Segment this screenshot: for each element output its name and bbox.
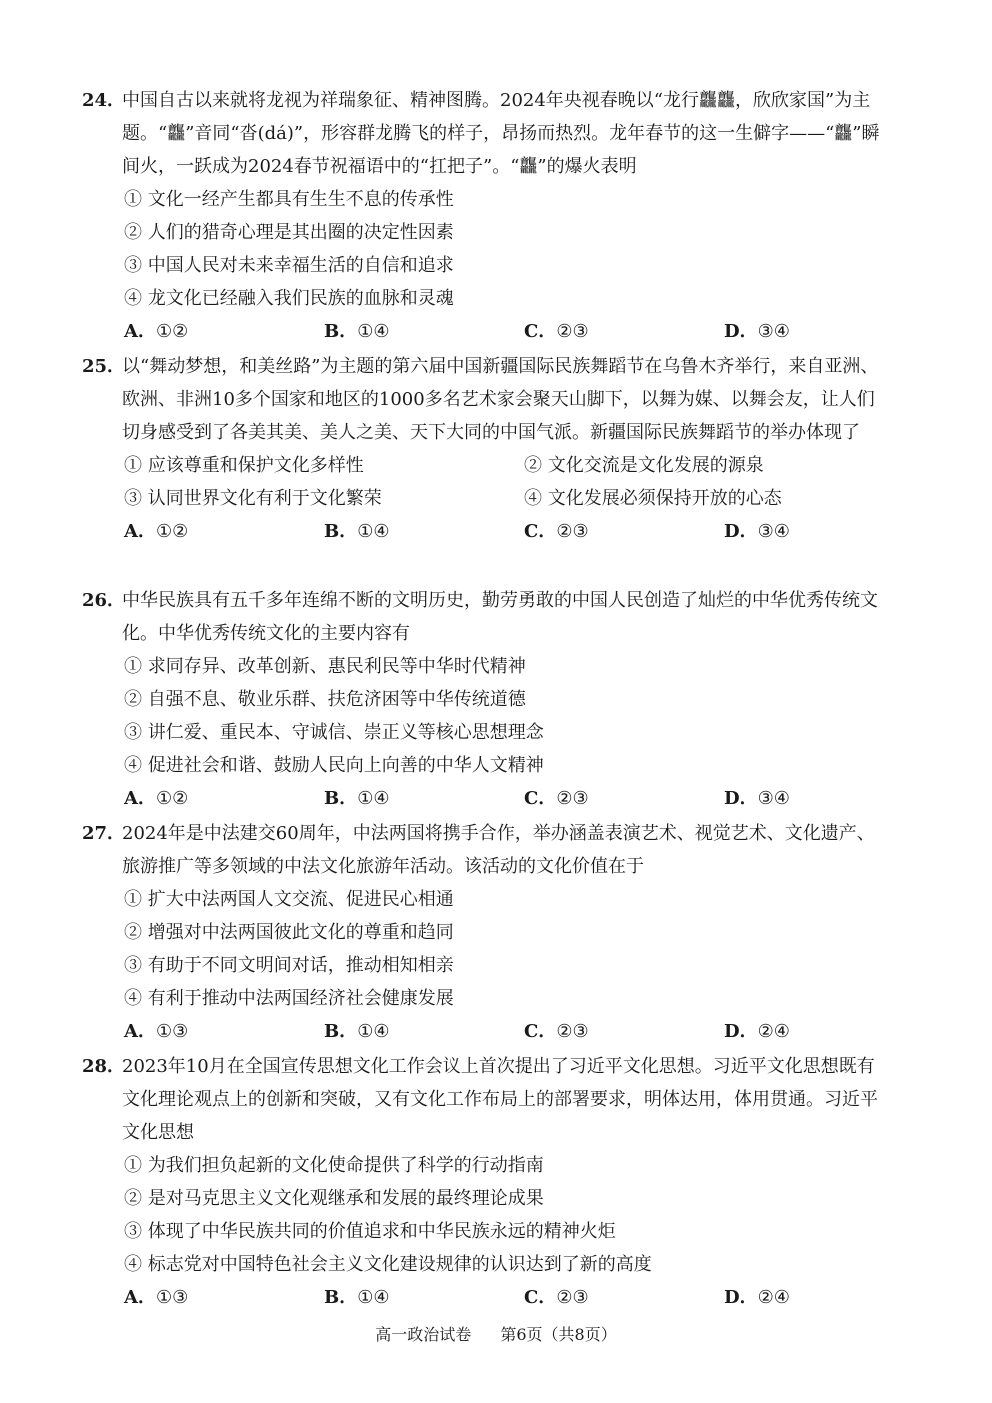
answer-choices (82, 315, 892, 348)
answer-d: D．③④ (724, 788, 790, 809)
answer-d: D．②④ (724, 1021, 790, 1042)
option-2: ② 是对马克思主义文化观继承和发展的最终理论成果 (124, 1188, 544, 1209)
stem-text: 2024年是中法建交60周年，中法两国将携手合作，举办涵盖表演艺术、视觉艺术、文化遗产、旅游推广等多领域的中法文化旅游年活动。该活动的文化价值在于 (122, 823, 875, 877)
option-1: ① 文化一经产生都具有生生不息的传承性 (124, 189, 454, 210)
answer-c: C．②③ (524, 788, 589, 809)
answer-b: B．①④ (324, 321, 390, 342)
option-2: ② 自强不息、敬业乐群、扶危济困等中华传统道德 (124, 689, 526, 710)
answer-c: C．②③ (524, 1287, 589, 1308)
answer-choices (82, 1281, 892, 1314)
question-28 (82, 1050, 892, 1314)
option-4: ④ 促进社会和谐、鼓励人民向上向善的中华人文精神 (124, 755, 544, 776)
option-4: ④ 标志党对中国特色社会主义文化建设规律的认识达到了新的高度 (124, 1254, 652, 1275)
answer-a: A．①③ (124, 1287, 189, 1308)
page-footer (0, 1322, 992, 1345)
answer-d: D．③④ (724, 321, 790, 342)
question-stem (82, 350, 892, 449)
answer-c: C．②③ (524, 521, 589, 542)
question-stem (82, 584, 892, 650)
answer-c: C．②③ (524, 1021, 589, 1042)
question-stem (82, 1050, 892, 1149)
question-number: 27． (82, 823, 126, 844)
stem-text: 中华民族具有五千多年连绵不断的文明历史，勤劳勇敢的中国人民创造了灿烂的中华优秀传统文化。中华优秀传统文化的主要内容有 (122, 590, 878, 644)
answer-choices (82, 515, 892, 548)
option-2: ② 增强对中法两国彼此文化的尊重和趋同 (124, 922, 454, 943)
answer-b: B．①④ (324, 788, 390, 809)
option-3: ③ 有助于不同文明间对话，推动相知相亲 (124, 955, 454, 976)
option-1: ① 扩大中法两国人文交流、促进民心相通 (124, 889, 454, 910)
answer-choices (82, 1015, 892, 1048)
answer-d: D．②④ (724, 1287, 790, 1308)
answer-d: D．③④ (724, 521, 790, 542)
answer-choices (82, 782, 892, 815)
question-number: 26． (82, 590, 126, 611)
footer-subject: 高一政治试卷 (375, 1325, 472, 1344)
answer-c: C．②③ (524, 321, 589, 342)
question-number: 28． (82, 1056, 126, 1077)
question-number: 25． (82, 356, 126, 377)
answer-b: B．①④ (324, 1287, 390, 1308)
footer-page-number: 第6页（共8页） (500, 1325, 617, 1344)
question-27 (82, 817, 892, 1048)
option-1: ① 求同存异、改革创新、惠民利民等中华时代精神 (124, 656, 526, 677)
answer-a: A．①③ (124, 1021, 189, 1042)
option-2: ② 文化交流是文化发展的源泉 (524, 455, 764, 476)
question-24 (82, 84, 892, 348)
option-4: ④ 有利于推动中法两国经济社会健康发展 (124, 988, 454, 1009)
answer-a: A．①② (124, 788, 189, 809)
question-stem (82, 84, 892, 183)
option-3: ③ 认同世界文化有利于文化繁荣 (124, 488, 382, 509)
option-3: ③ 讲仁爱、重民本、守诚信、崇正义等核心思想理念 (124, 722, 544, 743)
option-4: ④ 龙文化已经融入我们民族的血脉和灵魂 (124, 288, 454, 309)
option-3: ③ 中国人民对未来幸福生活的自信和追求 (124, 255, 454, 276)
stem-text: 中国自古以来就将龙视为祥瑞象征、精神图腾。2024年央视春晚以“龙行龘龘，欣欣家国”为主题。“龘”音同“沓(dá)”，形容群龙腾飞的样子，昂扬而热烈。龙年春节的这一生僻字——“龘”瞬间火，一跃成为2024春节祝福语中的“扛把子”。“龘”的爆火表明 (122, 90, 880, 177)
stem-text: 以“舞动梦想，和美丝路”为主题的第六届中国新疆国际民族舞蹈节在乌鲁木齐举行，来自亚洲、欧洲、非洲10多个国家和地区的1000多名艺术家会聚天山脚下，以舞为媒、以舞会友，让人们切身感受到了各美其美、美人之美、天下大同的中国气派。新疆国际民族舞蹈节的举办体现了 (122, 356, 879, 443)
question-25 (82, 350, 892, 548)
question-number: 24． (82, 90, 126, 111)
option-2: ② 人们的猎奇心理是其出圈的决定性因素 (124, 222, 454, 243)
answer-a: A．①② (124, 321, 189, 342)
question-stem (82, 817, 892, 883)
answer-a: A．①② (124, 521, 189, 542)
option-4: ④ 文化发展必须保持开放的心态 (524, 488, 782, 509)
answer-b: B．①④ (324, 1021, 390, 1042)
option-3: ③ 体现了中华民族共同的价值追求和中华民族永远的精神火炬 (124, 1221, 616, 1242)
stem-text: 2023年10月在全国宣传思想文化工作会议上首次提出了习近平文化思想。习近平文化思想既有文化理论观点上的创新和突破，又有文化工作布局上的部署要求，明体达用，体用贯通。习近平文化思想 (122, 1056, 878, 1143)
option-grid (82, 449, 892, 515)
answer-b: B．①④ (324, 521, 390, 542)
option-1: ① 应该尊重和保护文化多样性 (124, 455, 364, 476)
question-26 (82, 584, 892, 815)
option-1: ① 为我们担负起新的文化使命提供了科学的行动指南 (124, 1155, 544, 1176)
